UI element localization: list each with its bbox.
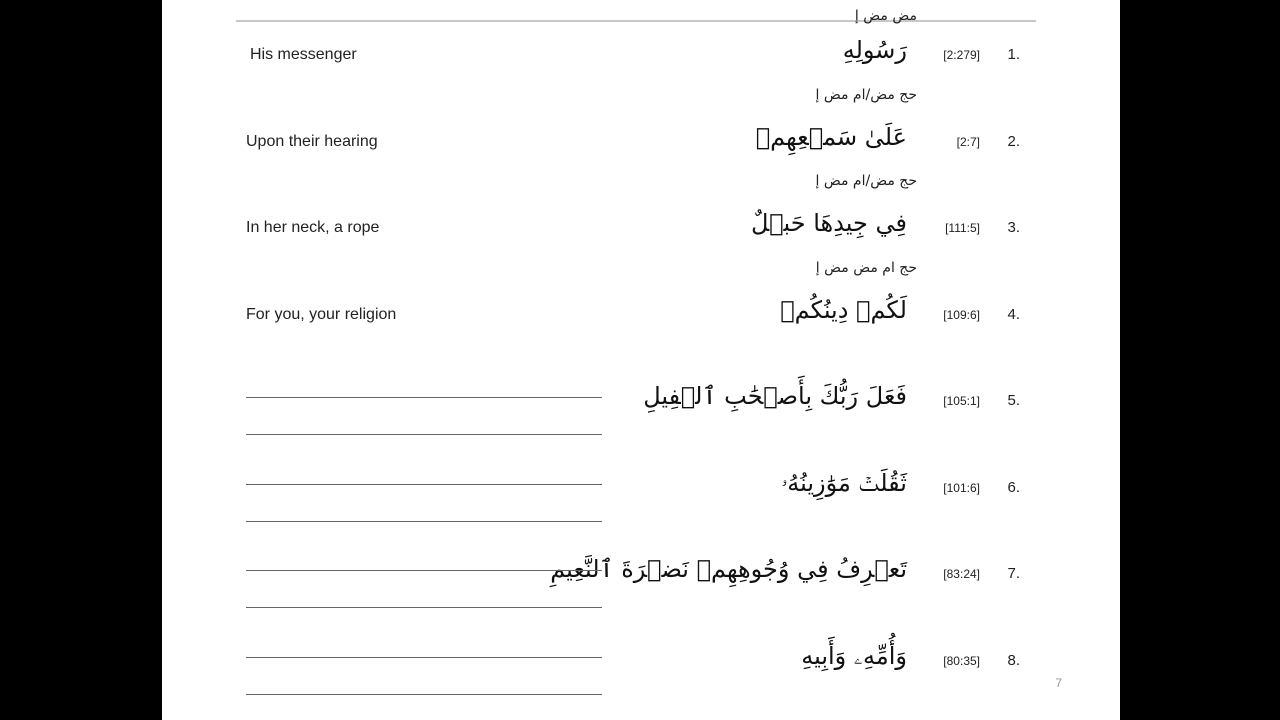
answer-line — [246, 521, 602, 522]
arabic-phrase: تَعۡرِفُ فِي وُجُوهِهِمۡ نَضۡرَةَ ٱلنَّعِيمِ — [550, 555, 907, 583]
verse-reference: [83:24] — [943, 567, 980, 581]
exercise-row-7 — [162, 535, 1120, 615]
verse-reference: [111:5] — [945, 221, 980, 235]
answer-line — [246, 607, 602, 608]
answer-line — [246, 694, 602, 695]
answer-line — [246, 657, 602, 658]
grammar-annotation: حج مض/ام مض إ — [815, 87, 917, 103]
exercise-row-1 — [162, 8, 1120, 96]
item-number: 3. — [1007, 219, 1020, 236]
verse-reference: [2:279] — [943, 48, 980, 62]
english-translation: Upon their hearing — [246, 133, 378, 150]
item-number: 4. — [1007, 306, 1020, 323]
item-number: 7. — [1007, 565, 1020, 582]
item-number: 1. — [1007, 46, 1020, 63]
page-number: 7 — [1055, 676, 1062, 690]
exercise-row-3 — [162, 173, 1120, 269]
arabic-phrase: وَأُمِّهِۦ وَأَبِيهِ — [801, 642, 907, 670]
exercise-row-6 — [162, 449, 1120, 529]
answer-line — [246, 570, 602, 571]
arabic-phrase: فَعَلَ رَبُّكَ بِأَصۡحَٰبِ ٱلۡفِيلِ — [643, 382, 907, 410]
exercise-row-2 — [162, 87, 1120, 183]
exercise-row-4 — [162, 260, 1120, 356]
item-number: 5. — [1007, 392, 1020, 409]
answer-line — [246, 397, 602, 398]
document-page — [162, 0, 1120, 720]
verse-reference: [105:1] — [943, 394, 980, 408]
exercise-row-8 — [162, 622, 1120, 702]
english-translation: For you, your religion — [246, 306, 397, 323]
verse-reference: [80:35] — [943, 654, 980, 668]
answer-line — [246, 484, 602, 485]
verse-reference: [101:6] — [943, 481, 980, 495]
arabic-phrase: فِي جِيدِهَا حَبۡلٌ — [750, 209, 907, 237]
answer-line — [246, 434, 602, 435]
arabic-phrase: رَسُولِهِ — [842, 36, 907, 64]
arabic-phrase: عَلَىٰ سَمۡعِهِمۡ — [755, 123, 907, 151]
exercise-row-5 — [162, 362, 1120, 442]
grammar-annotation: حج ام مض مض إ — [815, 260, 917, 276]
verse-reference: [2:7] — [956, 135, 980, 149]
item-number: 6. — [1007, 479, 1020, 496]
grammar-annotation: حج مض/ام مض إ — [815, 173, 917, 189]
item-number: 8. — [1007, 652, 1020, 669]
verse-reference: [109:6] — [943, 308, 980, 322]
item-number: 2. — [1007, 133, 1020, 150]
grammar-annotation: مض مض إ — [854, 8, 917, 24]
english-translation: In her neck, a rope — [246, 219, 380, 236]
english-translation: His messenger — [250, 46, 357, 63]
arabic-phrase: ثَقُلَتۡ مَوَٰزِينُهُۥ — [781, 469, 907, 497]
arabic-phrase: لَكُمۡ دِينُكُمۡ — [780, 296, 907, 324]
